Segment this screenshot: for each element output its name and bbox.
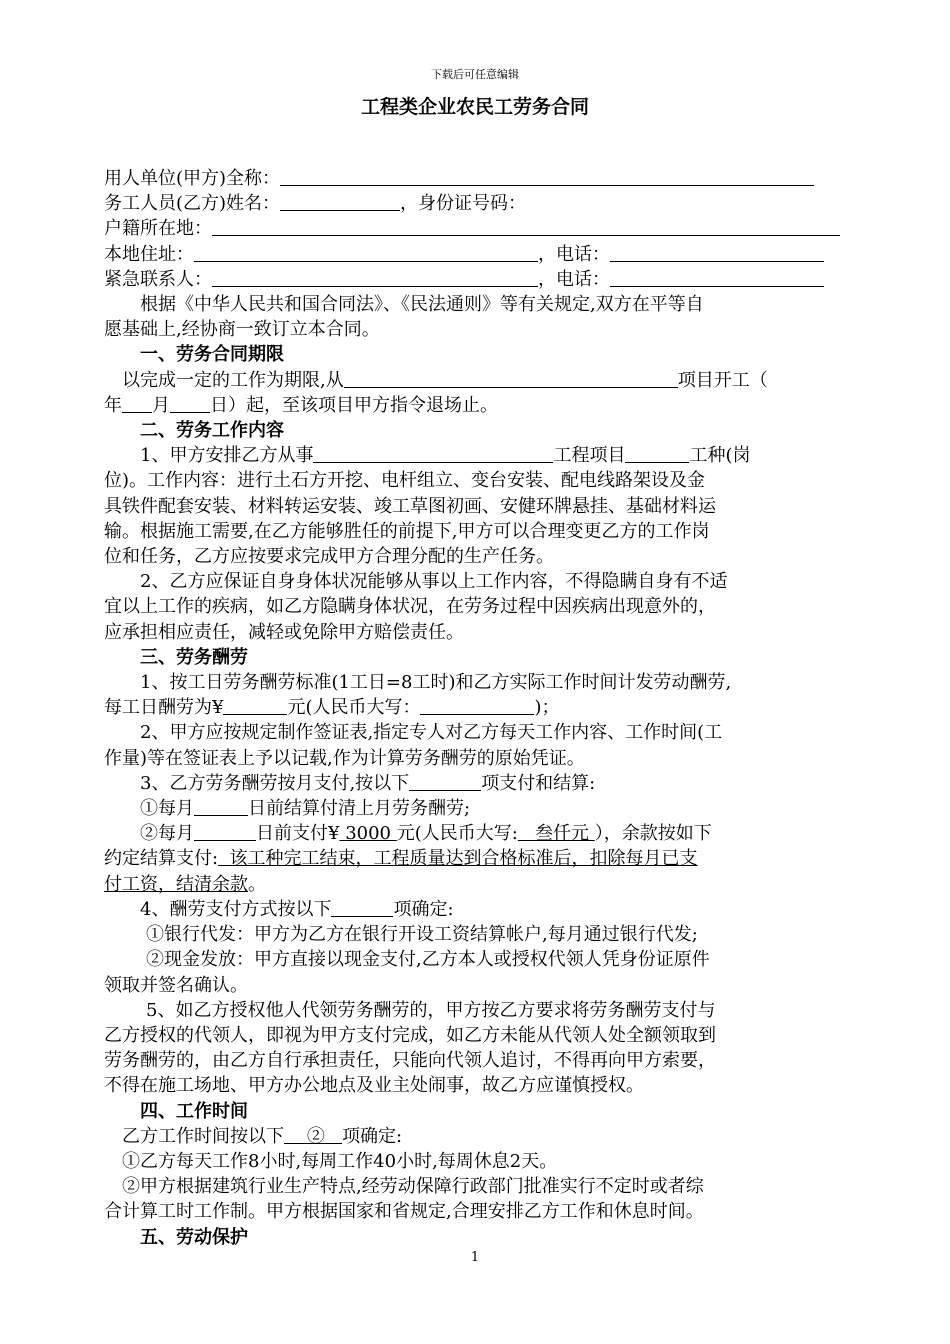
option-line: ①银行代发：甲方为乙方在银行开设工资结算帐户,每月通过银行代发; bbox=[146, 924, 698, 946]
address-line: 本地住址： ，电话： bbox=[104, 242, 874, 267]
period-line: 以完成一定的工作为期限,从 项目开工（ bbox=[122, 369, 768, 391]
paragraph-line: 具铁件配套安装、材料转运安装、竣工草图初画、安健环牌悬挂、基础材料运 bbox=[104, 495, 716, 517]
worker-line: 务工人员(乙方)姓名： ，身份证号码： bbox=[104, 193, 527, 215]
pay-method-blank[interactable] bbox=[331, 898, 393, 917]
day-blank[interactable] bbox=[170, 394, 210, 413]
paragraph-line: 1、甲方安排乙方从事 工程项目 工种(岗 bbox=[140, 445, 751, 467]
paragraph-line: 1、按工日劳务酬劳标准(1工日=8工时)和乙方实际工作时间计发劳动酬劳, bbox=[140, 672, 732, 694]
page-number: 1 bbox=[470, 1250, 480, 1265]
amount-cn-value: 叁仟元 bbox=[535, 823, 589, 845]
project-blank[interactable] bbox=[344, 369, 678, 388]
emergency-blank[interactable] bbox=[212, 268, 538, 287]
period-line: 年 月 日）起，至该项目甲方指令退场止。 bbox=[104, 394, 498, 416]
employer-line: 用人单位(甲方)全称： bbox=[104, 166, 874, 191]
paragraph-line: 2、甲方应按规定制作签证表,指定专人对乙方每天工作内容、工作时间(工 bbox=[140, 722, 723, 744]
address-phone-blank[interactable] bbox=[610, 243, 824, 262]
daily-pay-cn-blank[interactable] bbox=[420, 696, 534, 715]
option-line: 约定结算支付: 该工种完工结束，工程质量达到合格标准后，扣除每月已支 bbox=[104, 848, 698, 870]
option-line: 付工资，结清余款。 bbox=[104, 873, 266, 895]
section-heading: 五、劳动保护 bbox=[140, 1226, 248, 1248]
option-line: ②现金发放：甲方直接以现金支付,乙方本人或授权代领人凭身份证原件 bbox=[146, 949, 710, 971]
worker-name-blank[interactable] bbox=[280, 192, 400, 211]
paragraph-line: 应承担相应责任，减轻或免除甲方赔偿责任。 bbox=[104, 621, 464, 643]
domicile-blank[interactable] bbox=[212, 217, 840, 236]
option-line: 领取并签名确认。 bbox=[104, 974, 248, 996]
contract-title: 工程类企业农民工劳务合同 bbox=[360, 96, 589, 118]
emergency-phone-blank[interactable] bbox=[610, 268, 824, 287]
paragraph-line: 作量)等在签证表上予以记载,作为计算劳务酬劳的原始凭证。 bbox=[104, 747, 585, 769]
paragraph-line: 输。根据施工需要,在乙方能够胜任的前提下,甲方可以合理变更乙方的工作岗 bbox=[104, 520, 710, 542]
section-heading: 二、劳务工作内容 bbox=[140, 420, 284, 442]
option-line: ②甲方根据建筑行业生产特点,经劳动保障行政部门批准实行不定时或者综 bbox=[122, 1176, 704, 1198]
paragraph-line: 位)。工作内容：进行土石方开挖、电杆组立、变台安装、配电线路架设及金 bbox=[104, 470, 706, 492]
contract-body bbox=[104, 166, 874, 1250]
option-line: ②每月 日前支付¥ 3000 元(人民币大写: 叁仟元 ），余款按如下 bbox=[140, 823, 712, 845]
intro-line: 根据《中华人民共和国合同法》、《民法通则》等有关规定,双方在平等自 bbox=[140, 294, 704, 316]
payment-option-blank[interactable] bbox=[409, 772, 481, 791]
option-line: ①每月 日前结算付清上月劳务酬劳; bbox=[140, 798, 471, 820]
paragraph-line: 3、乙方劳务酬劳按月支付,按以下 项支付和结算: bbox=[140, 772, 596, 794]
intro-line: 愿基础上,经协商一致订立本合同。 bbox=[104, 319, 380, 341]
settle-day-blank[interactable] bbox=[194, 797, 248, 816]
work-blank[interactable] bbox=[313, 444, 553, 463]
address-blank[interactable] bbox=[194, 243, 538, 262]
amount-value: 3000 bbox=[345, 823, 391, 845]
paragraph-line: 4、酬劳支付方式按以下 项确定: bbox=[140, 898, 454, 920]
paragraph-line: 5、如乙方授权他人代领劳务酬劳的，甲方按乙方要求将劳务酬劳支付与 bbox=[146, 999, 716, 1021]
paragraph-line: 乙方工作时间按以下 ② 项确定: bbox=[122, 1125, 403, 1147]
employer-blank[interactable] bbox=[280, 167, 814, 186]
section-heading: 一、劳务合同期限 bbox=[140, 344, 284, 366]
option-line: 合计算工时工作制。甲方根据国家和省规定,合理安排乙方工作和休息时间。 bbox=[104, 1201, 704, 1223]
pay-day-blank[interactable] bbox=[194, 822, 256, 841]
paragraph-line: 位和任务，乙方应按要求完成甲方合理分配的生产任务。 bbox=[104, 546, 554, 568]
trade-blank[interactable] bbox=[625, 444, 689, 463]
work-time-choice: ② bbox=[306, 1125, 325, 1147]
paragraph-line: 宜以上工作的疾病，如乙方隐瞒身体状况，在劳务过程中因疾病出现意外的， bbox=[104, 596, 716, 618]
emergency-line: 紧急联系人： ，电话： bbox=[104, 267, 874, 292]
month-blank[interactable] bbox=[122, 394, 152, 413]
option-line: ①乙方每天工作8小时,每周工作40小时,每周休息2天。 bbox=[122, 1150, 558, 1172]
paragraph-line: 2、乙方应保证自身身体状况能够从事以上工作内容，不得隐瞒自身有不适 bbox=[140, 571, 728, 593]
domicile-line: 户籍所在地： bbox=[104, 216, 874, 241]
section-heading: 三、劳务酬劳 bbox=[140, 646, 248, 668]
header-note: 下载后可任意编辑 bbox=[431, 68, 519, 81]
paragraph-line: 劳务酬劳的，由乙方自行承担责任，只能向代领人追讨，不得再向甲方索要， bbox=[104, 1050, 716, 1072]
paragraph-line: 每工日酬劳为¥ 元(人民币大写： )； bbox=[104, 697, 560, 719]
daily-pay-blank[interactable] bbox=[223, 696, 287, 715]
paragraph-line: 乙方授权的代领人，即视为甲方支付完成，如乙方未能从代领人处全额领取到 bbox=[104, 1024, 716, 1046]
section-heading: 四、工作时间 bbox=[140, 1100, 248, 1122]
paragraph-line: 不得在施工场地、甲方办公地点及业主处闹事，故乙方应谨慎授权。 bbox=[104, 1075, 644, 1097]
